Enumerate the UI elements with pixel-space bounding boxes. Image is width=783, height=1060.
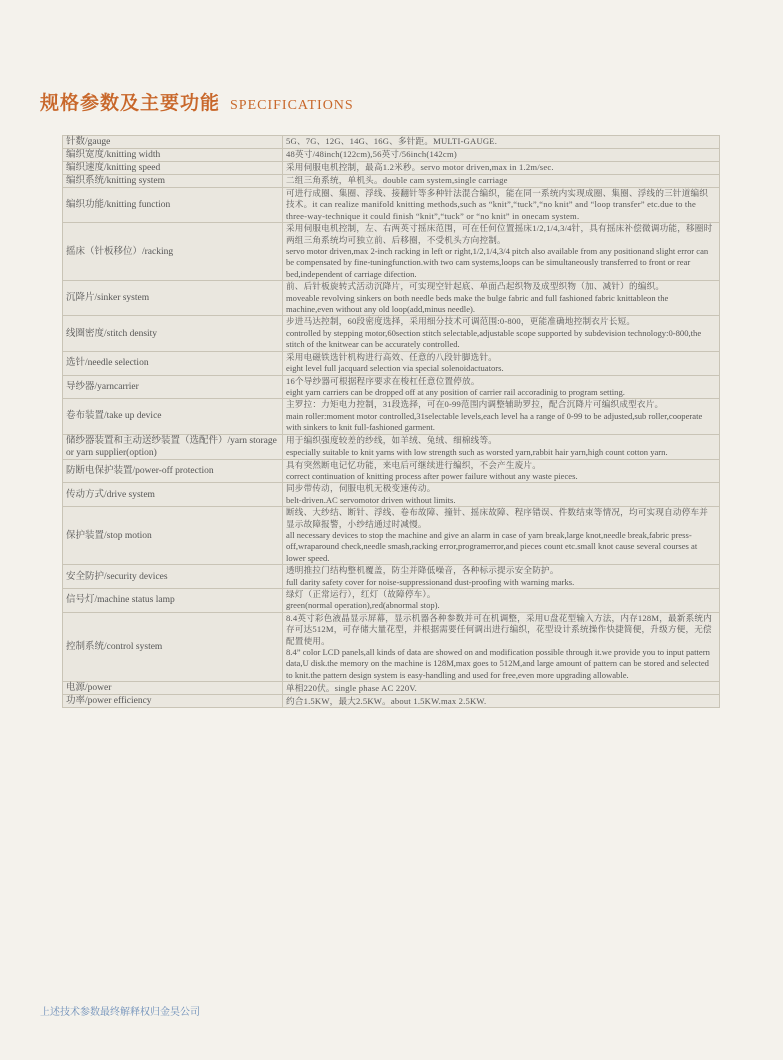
spec-value-main: 8.4英寸彩色液晶显示屏幕，显示机器各种参数并可在机调整，采用U盘花型输入方法，内存128M，最新系统内存可达512M，可存储大量花型，并根据需要任何调出进行编织，花型设计系统操作快捷简便，升级方便，无偿配置使用。 xyxy=(286,612,713,646)
spec-value-english: servo motor driven,max 2-inch racking in left or right,1/2,1/4,3/4 pitch also available from any positionand slight error can be compensated by fine-tuningfunction.with two cam systems,loops can be simultaneously transferred to front or rear bed,independent of carriage difection. xyxy=(286,246,709,279)
title-chinese: 规格参数及主要功能 xyxy=(40,92,221,114)
spec-value xyxy=(283,612,720,681)
spec-value-main: 具有突然断电记忆功能，来电后可继续进行编织，不会产生废片。 xyxy=(286,459,542,470)
spec-value-main: 绿灯（正常运行），红灯（故障停车）。 xyxy=(286,589,436,599)
spec-label: 编织系统/knitting system xyxy=(63,175,283,188)
spec-value xyxy=(283,149,720,162)
spec-value-main: 主罗拉：力矩电力控制，31段选择，可在0-99范围内调整辅助罗拉，配合沉降片可编织成型衣片。 xyxy=(286,399,664,410)
spec-value xyxy=(283,175,720,188)
spec-value xyxy=(283,223,720,281)
spec-label: 摇床（针板移位）/racking xyxy=(63,223,283,281)
spec-value-english: 8.4” color LCD panels,all kinds of data are showed on and modification possible through it.we provide you to input pattern data,U disk.the memory on the machine is 128M,max goes to 512M,and large amount of pattern can be stored and selected to knit.the pattern design system is easy-handling and used for free,even more upgrading allowable. xyxy=(286,647,710,680)
spec-label: 线圈密度/stitch density xyxy=(63,316,283,351)
table-row xyxy=(63,483,720,507)
spec-label: 防断电保护装置/power-off protection xyxy=(63,459,283,483)
table-row xyxy=(63,682,720,695)
spec-value-main: 5G、7G、12G、14G、16G、多针距。MULTI-GAUGE. xyxy=(286,136,498,147)
spec-label: 传动方式/drive system xyxy=(63,483,283,507)
table-row xyxy=(63,351,720,375)
spec-value-english: eight level full jacquard selection via special solenoidactuators. xyxy=(286,363,504,374)
spec-value xyxy=(283,565,720,589)
spec-value xyxy=(283,682,720,695)
spec-label: 电源/power xyxy=(63,682,283,695)
footer-note: 上述技术参数最终解释权归金昊公司 xyxy=(40,1007,200,1018)
table-row xyxy=(63,136,720,149)
table-row xyxy=(63,612,720,681)
title-english: SPECIFICATIONS xyxy=(230,98,354,113)
spec-value xyxy=(283,188,720,223)
spec-value-english: full darity safety cover for noise-suppressionand dust-proofing with warning marks. xyxy=(286,576,575,587)
spec-value-main: 采用电磁铁选针机构进行高效、任意的八段针脚选针。 xyxy=(286,351,498,362)
spec-table xyxy=(62,135,720,708)
spec-value-english: controlled by stepping motor,60section stitch selectable,adjustable scope supported by subdevision technology:0-800,the stitch of the knitwear can be accurately controlled. xyxy=(286,327,702,350)
spec-value xyxy=(283,162,720,175)
spec-label: 储纱器装置和主动送纱装置（选配件）/yarn storage or yarn supplier(option) xyxy=(63,434,283,459)
spec-label: 沉降片/sinker system xyxy=(63,281,283,316)
spec-value xyxy=(283,351,720,375)
page-title xyxy=(40,88,354,115)
spec-value-english: main roller:moment motor controlled,31selectable levels,each level ha a range of 0-99 to be adjusted,sub roller,cooperate with sinkers to knit full-fashioned garment. xyxy=(286,410,703,433)
spec-value xyxy=(283,399,720,434)
spec-value xyxy=(283,375,720,399)
spec-label: 针数/gauge xyxy=(63,136,283,149)
spec-value xyxy=(283,281,720,316)
table-row xyxy=(63,175,720,188)
spec-label: 编织功能/knitting function xyxy=(63,188,283,223)
spec-value-main: 16个导纱器可根据程序要求在梭杠任意位置停放。 xyxy=(286,375,480,386)
table-row xyxy=(63,434,720,459)
table-row xyxy=(63,188,720,223)
spec-value xyxy=(283,459,720,483)
spec-label: 选针/needle selection xyxy=(63,351,283,375)
spec-value-main: 用于编织强度较差的纱线，如羊绒、兔绒、细棉线等。 xyxy=(286,435,498,446)
spec-value-main: 步进马达控制，60段密度选择，采用细分技术可调范围:0-800，更能准确地控制衣片长短。 xyxy=(286,316,636,327)
spec-label: 卷布装置/take up device xyxy=(63,399,283,434)
spec-value-main: 可进行成圈、集圈、浮线、接翻针等多种针法混合编织，能在同一系统内实现成圈、集圈、浮线的三针道编织技术。it can realize manifold knitting methods,such as “knit”,“tuck”,“no knit” and “loop transfer” etc.due to the three-way-technique it could finish “knit”,“tuck” or “no knit” in onecam system. xyxy=(286,188,709,221)
table-row xyxy=(63,565,720,589)
spec-label: 编织速度/knitting speed xyxy=(63,162,283,175)
spec-value xyxy=(283,483,720,507)
spec-value-english: green(normal operation),red(abnormal stop). xyxy=(286,600,440,611)
spec-value-english: correct continuation of knitting process after power failure without any waste pieces. xyxy=(286,470,578,481)
spec-value-main: 约合1.5KW，最大2.5KW。about 1.5KW.max 2.5KW. xyxy=(286,695,487,706)
spec-label: 安全防护/security devices xyxy=(63,565,283,589)
table-row xyxy=(63,162,720,175)
spec-label: 信号灯/machine status lamp xyxy=(63,589,283,613)
spec-value xyxy=(283,316,720,351)
spec-value-english: eight yarn carriers can be dropped off at any position of carrier rail accoradinig to program setting. xyxy=(286,386,625,397)
spec-value-main: 二组三角系统，单机头。double cam system,single carriage xyxy=(286,175,508,186)
spec-label: 编织宽度/knitting width xyxy=(63,149,283,162)
spec-label: 导纱器/yarncarrier xyxy=(63,375,283,399)
table-row xyxy=(63,399,720,434)
spec-value-main: 前、后针板旋转式活动沉降片，可实现空针起底、单面凸起织物及成型织物（加、减针）的编织。 xyxy=(286,281,665,292)
table-row xyxy=(63,459,720,483)
spec-value xyxy=(283,695,720,708)
spec-value-main: 单相220伏。single phase AC 220V. xyxy=(286,682,418,693)
table-row xyxy=(63,223,720,281)
spec-value-main: 断线、大纱结、断针、浮线、卷布故障、撞针、摇床故障、程序错误、件数结束等情况，均可实现自动停车并显示故障报警，小纱结通过时减慢。 xyxy=(286,507,709,529)
table-row xyxy=(63,589,720,613)
spec-value xyxy=(283,136,720,149)
table-row xyxy=(63,149,720,162)
spec-value-main: 48英寸/48inch(122cm),56英寸/56inch(142cm) xyxy=(286,149,457,160)
spec-value-english: belt-driven.AC servomotor driven without limits. xyxy=(286,494,456,505)
table-row xyxy=(63,375,720,399)
spec-value-english: all necessary devices to stop the machine and give an alarm in case of yarn break,large knot,needle break,fabric press-off,wraparound check,needle smash,racking error,programerror,and pieces count etc.small knot cause several courses at lower speed. xyxy=(286,529,698,563)
spec-label: 控制系统/control system xyxy=(63,612,283,681)
spec-value xyxy=(283,434,720,459)
spec-value-english: especially suitable to knit yarns with low strength such as worsted yarn,rabbit hair yarn,high count cotton yarn. xyxy=(286,446,668,457)
table-row xyxy=(63,316,720,351)
spec-value-english: moveable revolving sinkers on both needle beds make the bulge fabric and full fashioned fabric knittableon the machine,even without any old loop(add,minus needle). xyxy=(286,292,669,315)
spec-value xyxy=(283,507,720,565)
spec-value-main: 透明推拉门结构整机覆盖，防尘并降低噪音，各种标示提示安全防护。 xyxy=(286,565,559,576)
spec-label: 功率/power efficiency xyxy=(63,695,283,708)
spec-label: 保护装置/stop motion xyxy=(63,507,283,565)
table-row xyxy=(63,695,720,708)
spec-value xyxy=(283,589,720,613)
table-row xyxy=(63,281,720,316)
spec-value-main: 采用伺服电机控制，左、右两英寸摇床范围，可在任何位置摇床1/2,1/4,3/4针，具有摇床补偿微调功能，移圈时两组三角系统均可独立前、后移圈，不受机头方向控制。 xyxy=(286,223,713,245)
spec-value-main: 采用伺服电机控制，最高1.2米秒。servo motor driven,max in 1.2m/sec. xyxy=(286,162,554,173)
table-row xyxy=(63,507,720,565)
spec-value-main: 同步带传动，伺服电机无极变速传动。 xyxy=(286,483,436,494)
